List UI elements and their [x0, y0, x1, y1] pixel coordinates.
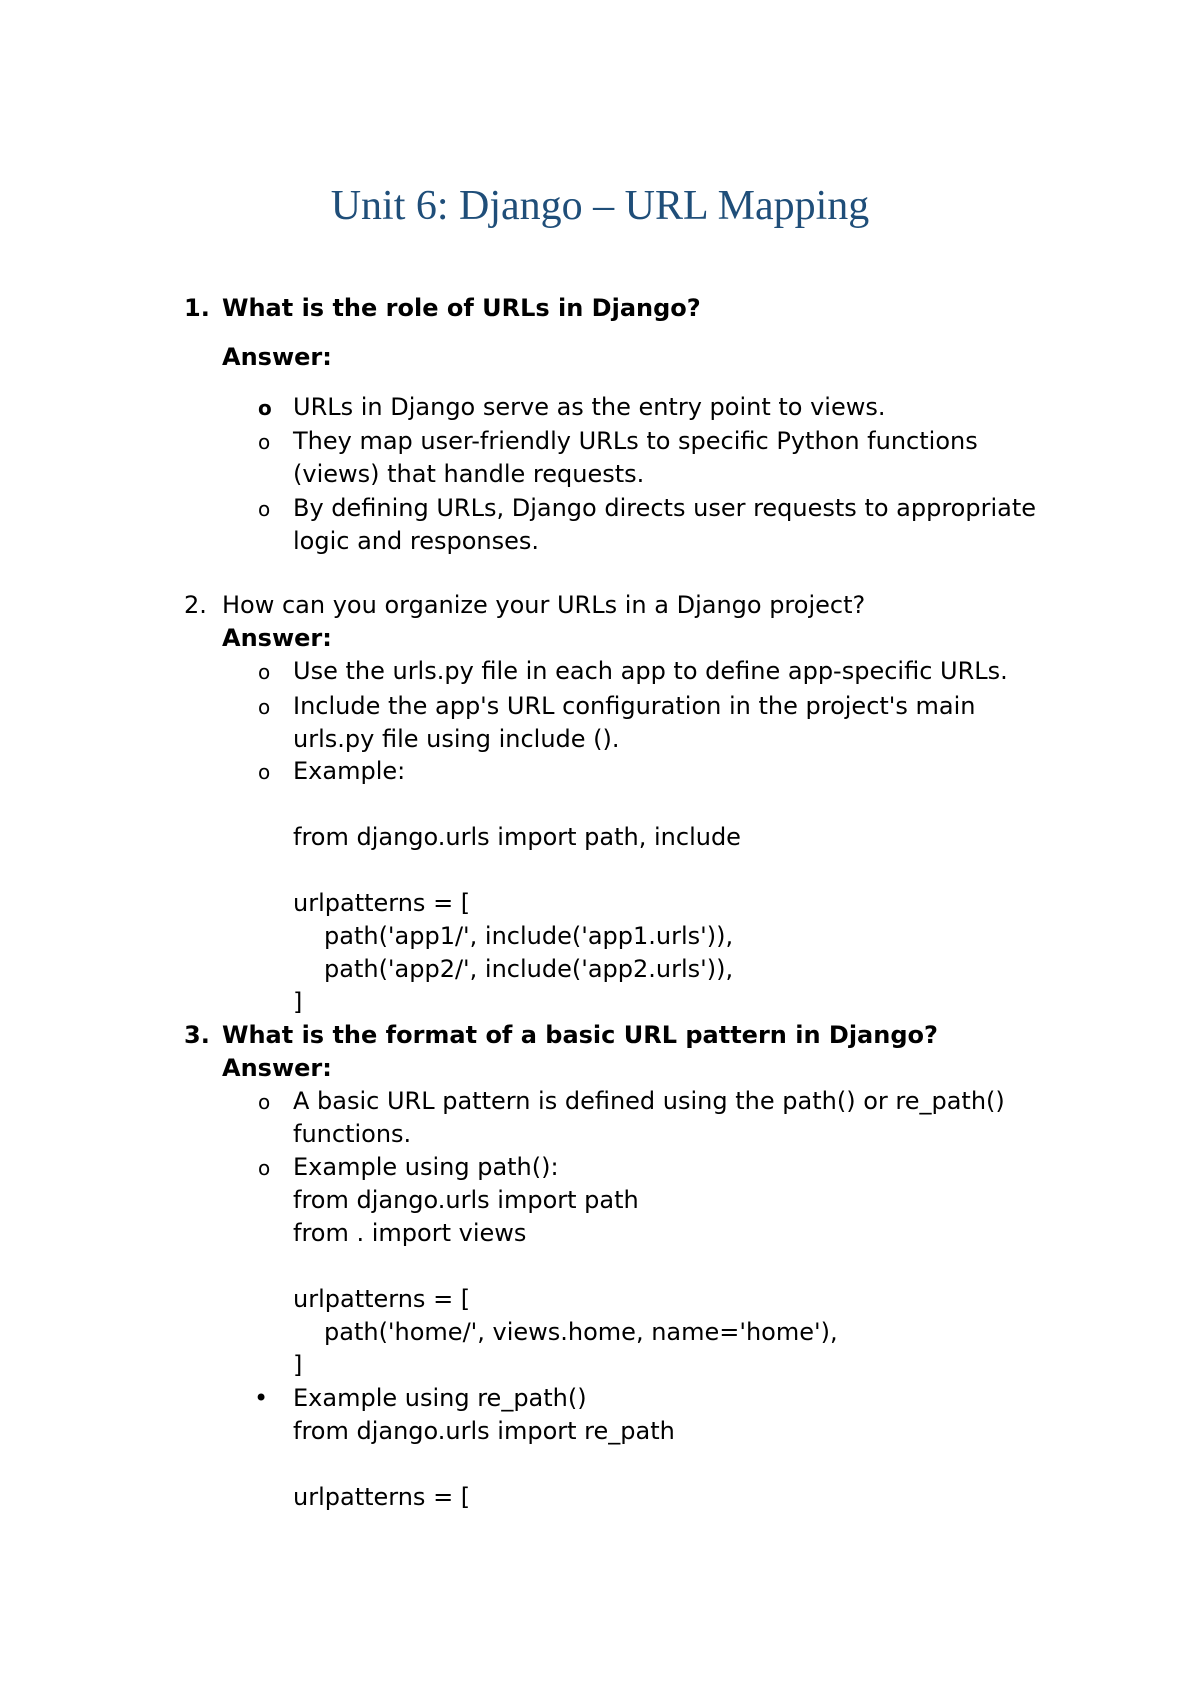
q2-bullet-2-cont: urls.py file using include (). — [293, 725, 620, 753]
q3-path-code-line-3: urlpatterns = [ — [293, 1285, 471, 1313]
q1-bullet-3-cont: logic and responses. — [293, 527, 539, 555]
q3-number: 3. — [184, 1021, 210, 1049]
q2-question: How can you organize your URLs in a Django project? — [222, 591, 866, 619]
q2-code-line-2: urlpatterns = [ — [293, 889, 471, 917]
q2-bullet-3-icon: o — [258, 760, 271, 784]
q3-bullet-1: A basic URL pattern is defined using the path() or re_path() — [293, 1087, 1005, 1115]
q3-answer-label: Answer: — [222, 1054, 332, 1082]
q1-bullet-3-icon: o — [258, 497, 271, 521]
page-title: Unit 6: Django – URL Mapping — [330, 183, 870, 229]
q2-answer-label: Answer: — [222, 624, 332, 652]
q2-code-line-1: from django.urls import path, include — [293, 823, 741, 851]
q2-code-line-4: path('app2/', include('app2.urls')), — [324, 955, 734, 983]
q2-bullet-2-icon: o — [258, 695, 271, 719]
q3-bullet-2: Example using path(): — [293, 1153, 559, 1181]
q3-path-code-line-4: path('home/', views.home, name='home'), — [324, 1318, 838, 1346]
q1-answer-label: Answer: — [222, 343, 332, 371]
q2-code-line-3: path('app1/', include('app1.urls')), — [324, 922, 734, 950]
q3-path-code-line-2: from . import views — [293, 1219, 527, 1247]
q1-bullet-3: By defining URLs, Django directs user requests to appropriate — [293, 494, 1037, 522]
q3-question: What is the format of a basic URL pattern in Django? — [222, 1021, 938, 1049]
q1-bullet-1: URLs in Django serve as the entry point to views. — [293, 393, 886, 421]
q1-bullet-2: They map user-friendly URLs to specific Python functions — [293, 427, 978, 455]
q2-bullet-1: Use the urls.py file in each app to define app-specific URLs. — [293, 657, 1008, 685]
q1-question: What is the role of URLs in Django? — [222, 294, 701, 322]
q3-bullet-1-icon: o — [258, 1090, 271, 1114]
q3-path-code-line-5: ] — [293, 1351, 303, 1379]
q3-re-path-code-line-1: from django.urls import re_path — [293, 1417, 675, 1445]
q1-bullet-2-cont: (views) that handle requests. — [293, 460, 645, 488]
q2-bullet-2: Include the app's URL configuration in the project's main — [293, 692, 976, 720]
q2-code-line-5: ] — [293, 988, 303, 1016]
q2-bullet-1-icon: o — [258, 660, 271, 684]
q3-bullet-1-cont: functions. — [293, 1120, 412, 1148]
q3-bullet-3-icon: • — [254, 1384, 269, 1412]
q3-bullet-3: Example using re_path() — [293, 1384, 587, 1412]
q1-bullet-1-icon: o — [258, 396, 272, 420]
q1-bullet-2-icon: o — [258, 430, 271, 454]
q2-bullet-3: Example: — [293, 757, 406, 785]
q2-number: 2. — [184, 591, 207, 619]
q3-bullet-2-icon: o — [258, 1156, 271, 1180]
q3-path-code-line-1: from django.urls import path — [293, 1186, 639, 1214]
q3-re-path-code-line-2: urlpatterns = [ — [293, 1483, 471, 1511]
q1-number: 1. — [184, 294, 210, 322]
